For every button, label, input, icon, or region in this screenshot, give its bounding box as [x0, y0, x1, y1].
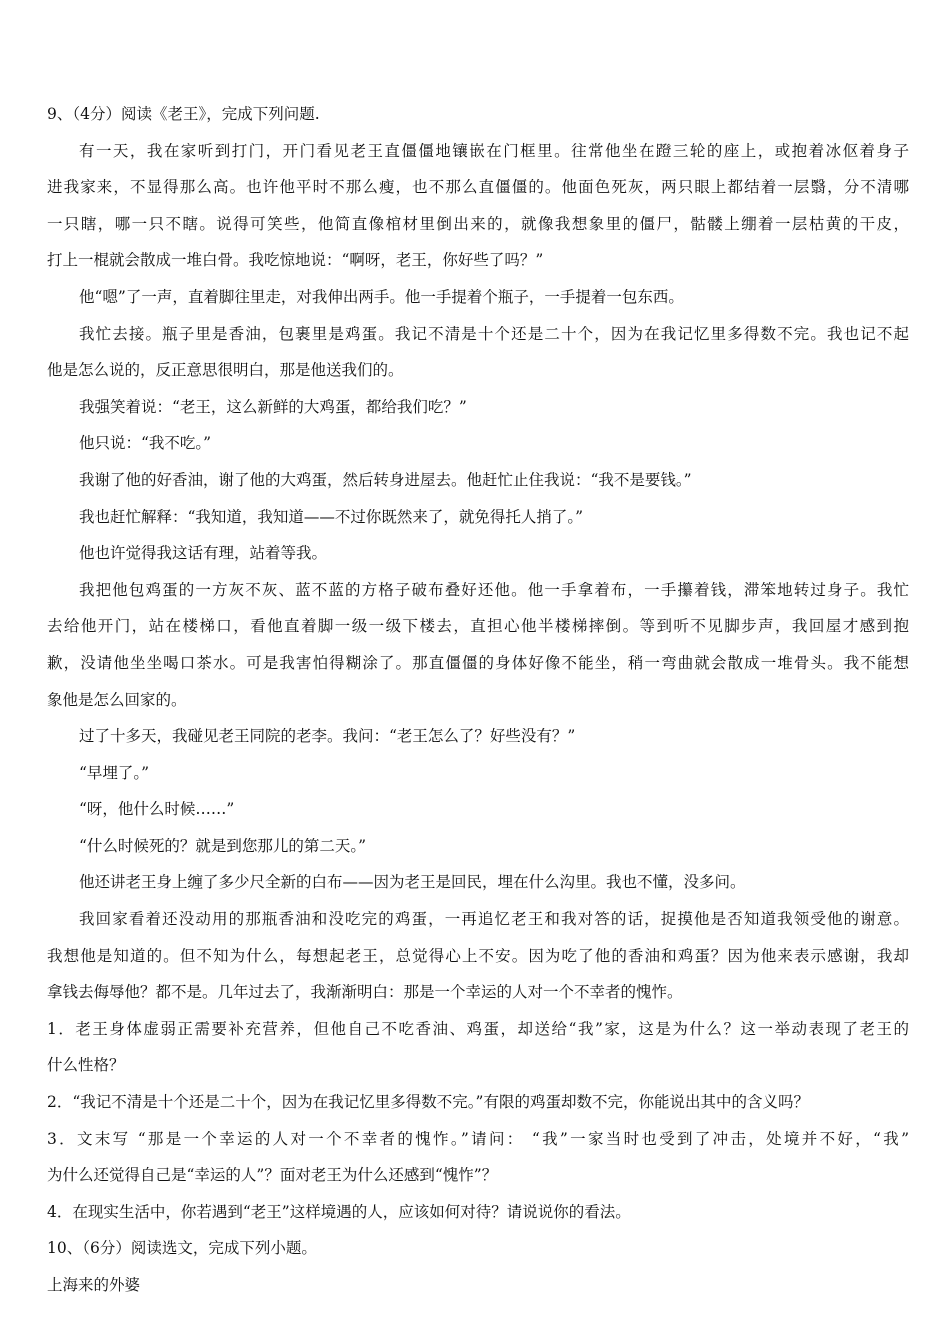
- question-10-header: 10、（6分）阅读选文，完成下列小题。: [47, 1239, 317, 1258]
- passage-line: 我忙去接。瓶子里是香油，包裹里是鸡蛋。我记不清是十个还是二十个，因为在我记忆里多得数不完。我也记不起: [79, 324, 909, 343]
- passage-line: 打上一棍就会散成一堆白骨。我吃惊地说：“啊呀，老王，你好些了吗？”: [47, 251, 544, 270]
- question-item: 3．文末写 “那是一个幸运的人对一个不幸者的愧怍。”请问： “我”一家当时也受到了冲击，处境并不好，“我”: [47, 1129, 909, 1148]
- passage-line: 我回家看着还没动用的那瓶香油和没吃完的鸡蛋，一再追忆老王和我对答的话，捉摸他是否知道我领受他的谢意。: [79, 910, 909, 929]
- passage-line: 他是怎么说的，反正意思很明白，那是他送我们的。: [47, 361, 404, 380]
- document-page: [47, 96, 909, 1304]
- question-item: 4．在现实生活中，你若遇到“老王”这样境遇的人，应该如何对待？请说说你的看法。: [47, 1202, 631, 1221]
- question-item: 为什么还觉得自己是“幸运的人”？面对老王为什么还感到“愧怍”？: [47, 1166, 498, 1185]
- passage-line: “什么时候死的？就是到您那儿的第二天。”: [79, 836, 367, 855]
- passage-line: 拿钱去侮辱他？都不是。几年过去了，我渐渐明白：那是一个幸运的人对一个不幸者的愧怍。: [47, 983, 683, 1002]
- passage-line: 他只说：“我不吃。”: [79, 434, 212, 453]
- passage-line: “早埋了。”: [79, 763, 150, 782]
- passage-line: 我把他包鸡蛋的一方灰不灰、蓝不蓝的方格子破布叠好还他。他一手拿着布，一手攥着钱，滞笨地转过身子。我忙: [79, 580, 909, 599]
- passage-line: 我强笑着说：“老王，这么新鲜的大鸡蛋，都给我们吃？”: [79, 397, 467, 416]
- passage-line: 进我家来，不显得那么高。也许他平时不那么瘦，也不那么直僵僵的。他面色死灰，两只眼上都结着一层翳，分不清哪: [47, 178, 909, 197]
- passage-line: 他还讲老王身上缠了多少尺全新的白布——因为老王是回民，埋在什么沟里。我也不懂，没多问。: [79, 873, 746, 892]
- passage-line: 去给他开门，站在楼梯口，看他直着脚一级一级下楼去，直担心他半楼梯摔倒。等到听不见脚步声，我回屋才感到抱: [47, 617, 909, 636]
- question-item: 2．“我记不清是十个还是二十个，因为在我记忆里多得数不完。”有限的鸡蛋却数不完，你能说出其中的含义吗？: [47, 1093, 809, 1112]
- passage-line: 他也许觉得我这话有理，站着等我。: [79, 544, 328, 563]
- question-item: 1．老王身体虚弱正需要补充营养，但他自己不吃香油、鸡蛋，却送给“我”家，这是为什么？这一举动表现了老王的: [47, 1019, 909, 1038]
- passage-line: 他“嗯”了一声，直着脚往里走，对我伸出两手。他一手提着个瓶子，一手提着一包东西。: [79, 287, 684, 306]
- passage-title: 上海来的外婆: [47, 1276, 141, 1294]
- question-item: 什么性格？: [47, 1056, 125, 1075]
- passage-line: 有一天，我在家听到打门，开门看见老王直僵僵地镶嵌在门框里。往常他坐在蹬三轮的座上，或抱着冰伛着身子: [79, 141, 909, 160]
- passage-line: 歉，没请他坐坐喝口茶水。可是我害怕得糊涂了。那直僵僵的身体好像不能坐，稍一弯曲就会散成一堆骨头。我不能想: [47, 653, 909, 672]
- question-9-header: 9、（4分）阅读《老王》，完成下列问题.: [47, 105, 320, 123]
- passage-line: 我谢了他的好香油，谢了他的大鸡蛋，然后转身进屋去。他赶忙止住我说：“我不是要钱。”: [79, 470, 692, 489]
- passage-line: 象他是怎么回家的。: [47, 690, 187, 709]
- passage-line: 我想他是知道的。但不知为什么，每想起老王，总觉得心上不安。因为吃了他的香油和鸡蛋？因为他来表示感谢，我却: [47, 946, 909, 965]
- passage-line: 一只瞎，哪一只不瞎。说得可笑些，他简直像棺材里倒出来的，就像我想象里的僵尸，骷髅上绷着一层枯黄的干皮，: [47, 214, 909, 233]
- passage-line: 我也赶忙解释：“我知道，我知道——不过你既然来了，就免得托人捎了。”: [79, 507, 584, 526]
- passage-line: “呀，他什么时候……”: [79, 800, 235, 819]
- passage-line: 过了十多天，我碰见老王同院的老李。我问：“老王怎么了？好些没有？”: [79, 727, 576, 746]
